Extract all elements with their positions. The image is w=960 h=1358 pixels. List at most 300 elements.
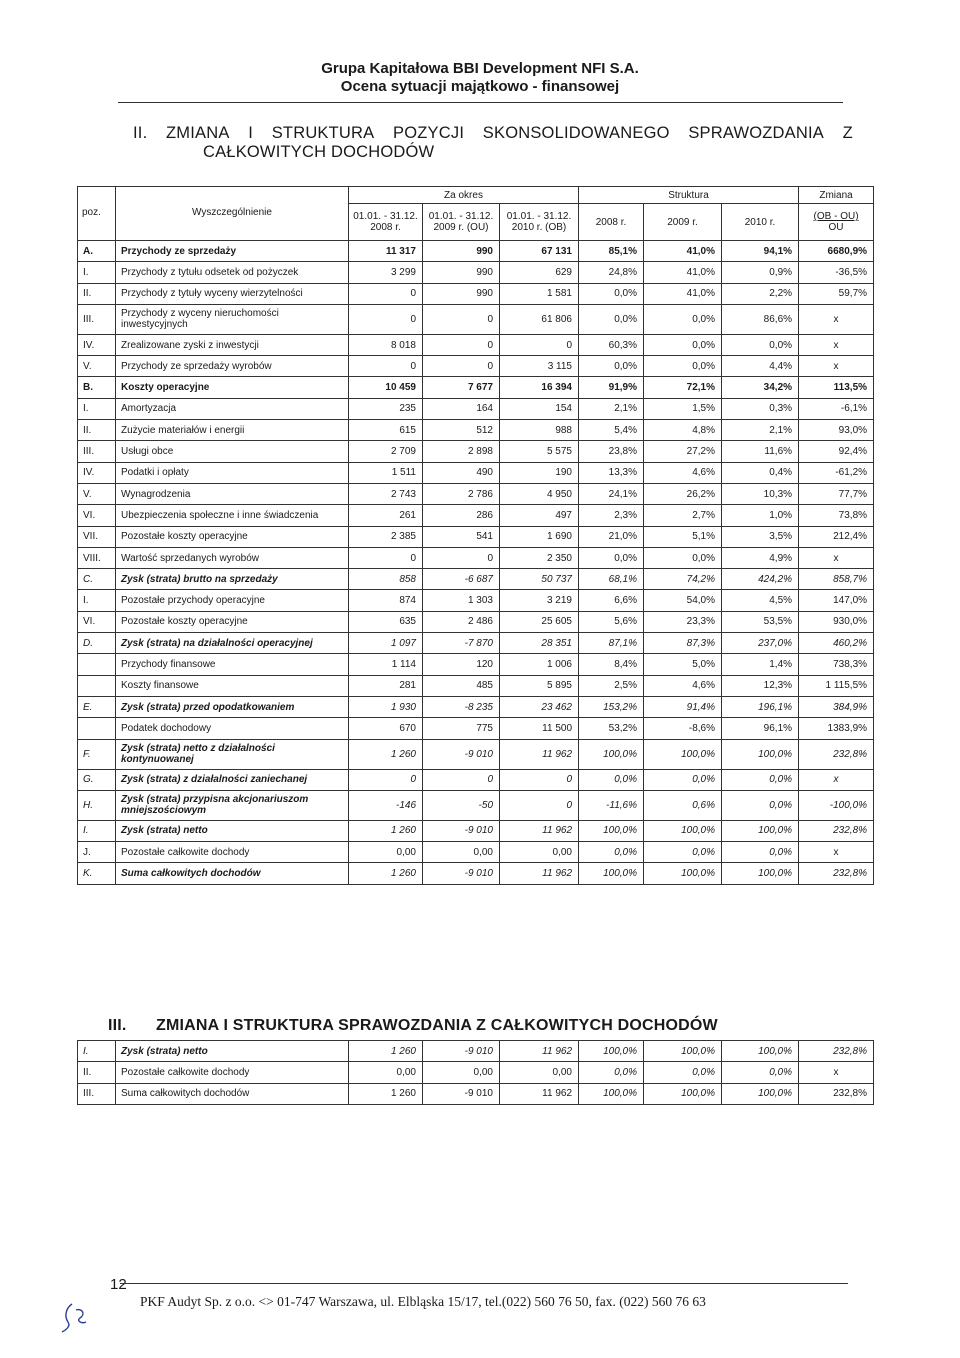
row-position: C. bbox=[78, 569, 116, 590]
table-row bbox=[78, 420, 874, 441]
period-year: 2009 r. (OU) bbox=[433, 222, 489, 233]
handwritten-initials bbox=[58, 1300, 94, 1336]
table-row bbox=[78, 769, 874, 790]
row-position: VII. bbox=[78, 526, 116, 547]
row-value: 1 260 bbox=[349, 1041, 423, 1062]
row-value: 0,0% bbox=[722, 1062, 799, 1083]
row-value: 73,8% bbox=[799, 505, 874, 526]
row-value: 232,8% bbox=[799, 1083, 874, 1104]
row-description: Wynagrodzenia bbox=[116, 483, 349, 504]
row-value: 5,4% bbox=[579, 420, 644, 441]
row-value: 232,8% bbox=[799, 739, 874, 769]
row-value: 3 219 bbox=[500, 590, 579, 611]
row-value: 93,0% bbox=[799, 420, 874, 441]
row-value: 74,2% bbox=[644, 569, 722, 590]
row-value: 34,2% bbox=[722, 377, 799, 398]
row-value: 154 bbox=[500, 398, 579, 419]
row-value: 0,0% bbox=[579, 304, 644, 334]
row-position: H. bbox=[78, 790, 116, 820]
row-description: Pozostałe koszty operacyjne bbox=[116, 611, 349, 632]
row-position: VI. bbox=[78, 611, 116, 632]
title-word: SPRAWOZDANIA bbox=[688, 124, 824, 142]
table-row bbox=[78, 334, 874, 355]
row-value: 28 351 bbox=[500, 633, 579, 654]
row-value: 72,1% bbox=[644, 377, 722, 398]
row-value: 190 bbox=[500, 462, 579, 483]
row-value: 5 895 bbox=[500, 675, 579, 696]
row-value: 0 bbox=[349, 356, 423, 377]
footer-address: PKF Audyt Sp. z o.o. <> 01-747 Warszawa, ul. Elbląska 15/17, tel.(022) 560 76 50, fax. (022) 560 76 63 bbox=[140, 1294, 706, 1309]
row-value: 87,1% bbox=[579, 633, 644, 654]
row-description: Przychody ze sprzedaży bbox=[116, 241, 349, 262]
period-year: 2008 r. bbox=[370, 222, 401, 233]
row-position bbox=[78, 718, 116, 739]
row-position: A. bbox=[78, 241, 116, 262]
row-value: 100,0% bbox=[579, 820, 644, 841]
row-value: 0,0% bbox=[722, 769, 799, 790]
table-row bbox=[78, 241, 874, 262]
row-value: 7 677 bbox=[423, 377, 500, 398]
row-value: 232,8% bbox=[799, 1041, 874, 1062]
row-value: 92,4% bbox=[799, 441, 874, 462]
row-value: 1383,9% bbox=[799, 718, 874, 739]
row-value: 1 260 bbox=[349, 739, 423, 769]
col-header-2009 bbox=[423, 204, 500, 241]
row-description: Zużycie materiałów i energii bbox=[116, 420, 349, 441]
row-value: 490 bbox=[423, 462, 500, 483]
row-value: 77,7% bbox=[799, 483, 874, 504]
row-position: I. bbox=[78, 1041, 116, 1062]
row-position: II. bbox=[78, 1062, 116, 1083]
table-row bbox=[78, 1041, 874, 1062]
row-value: -100,0% bbox=[799, 790, 874, 820]
col-header-poz: poz. bbox=[78, 187, 116, 241]
row-value: 0,0% bbox=[644, 1062, 722, 1083]
row-value: 2,7% bbox=[644, 505, 722, 526]
row-value: 100,0% bbox=[644, 1083, 722, 1104]
section-title-text: ZMIANA I STRUKTURA SPRAWOZDANIA Z CAŁKOWITYCH DOCHODÓW bbox=[156, 1017, 718, 1034]
row-value: 153,2% bbox=[579, 696, 644, 717]
row-position: E. bbox=[78, 696, 116, 717]
section-title-2-line2: CAŁKOWITYCH DOCHODÓW bbox=[203, 143, 435, 161]
row-value: 930,0% bbox=[799, 611, 874, 632]
row-position: I. bbox=[78, 820, 116, 841]
row-value: 629 bbox=[500, 262, 579, 283]
section-number: III. bbox=[108, 1017, 127, 1034]
row-value: 4 950 bbox=[500, 483, 579, 504]
row-value: 5,6% bbox=[579, 611, 644, 632]
row-value: 94,1% bbox=[722, 241, 799, 262]
row-description: Przychody z wyceny nieruchomości inwestycyjnych bbox=[116, 304, 349, 334]
row-value: 2 709 bbox=[349, 441, 423, 462]
row-value: 0 bbox=[500, 334, 579, 355]
row-value: 59,7% bbox=[799, 283, 874, 304]
row-value: 4,4% bbox=[722, 356, 799, 377]
row-value: 0 bbox=[500, 769, 579, 790]
row-description: Amortyzacja bbox=[116, 398, 349, 419]
row-value: 615 bbox=[349, 420, 423, 441]
row-value: 235 bbox=[349, 398, 423, 419]
row-value: 738,3% bbox=[799, 654, 874, 675]
table-row bbox=[78, 675, 874, 696]
row-value: 100,0% bbox=[722, 1083, 799, 1104]
table-row bbox=[78, 590, 874, 611]
row-value: 0,0% bbox=[722, 790, 799, 820]
table-row bbox=[78, 1062, 874, 1083]
row-position: I. bbox=[78, 398, 116, 419]
col-header-struct-2010: 2010 r. bbox=[722, 204, 799, 241]
row-value: 541 bbox=[423, 526, 500, 547]
row-value: 11 317 bbox=[349, 241, 423, 262]
row-value: -9 010 bbox=[423, 739, 500, 769]
title-word: POZYCJI bbox=[393, 124, 465, 142]
row-value: 0,9% bbox=[722, 262, 799, 283]
row-value: -36,5% bbox=[799, 262, 874, 283]
row-value: 2,1% bbox=[722, 420, 799, 441]
section-title-3 bbox=[108, 1016, 718, 1035]
row-position: II. bbox=[78, 420, 116, 441]
row-value: 512 bbox=[423, 420, 500, 441]
row-description: Zysk (strata) na działalności operacyjnej bbox=[116, 633, 349, 654]
row-value: 68,1% bbox=[579, 569, 644, 590]
row-value: 113,5% bbox=[799, 377, 874, 398]
row-value: -146 bbox=[349, 790, 423, 820]
row-value: 0,0% bbox=[579, 1062, 644, 1083]
row-value: 100,0% bbox=[722, 863, 799, 884]
row-value: 0,0% bbox=[579, 769, 644, 790]
table-row bbox=[78, 633, 874, 654]
row-value: 0,00 bbox=[500, 842, 579, 863]
col-header-change: Zmiana bbox=[799, 187, 874, 204]
header-subtitle: Ocena sytuacji majątkowo - finansowej bbox=[340, 78, 620, 95]
row-description: Pozostałe całkowite dochody bbox=[116, 842, 349, 863]
table-row bbox=[78, 377, 874, 398]
row-value: 237,0% bbox=[722, 633, 799, 654]
row-value: 100,0% bbox=[579, 1083, 644, 1104]
row-description: Zysk (strata) przypisna akcjonariuszom mniejszościowym bbox=[116, 790, 349, 820]
row-value: 91,9% bbox=[579, 377, 644, 398]
row-value: 0,0% bbox=[644, 547, 722, 568]
col-header-2008 bbox=[349, 204, 423, 241]
row-value: 0 bbox=[423, 769, 500, 790]
row-position: J. bbox=[78, 842, 116, 863]
row-value: 24,8% bbox=[579, 262, 644, 283]
row-value: -11,6% bbox=[579, 790, 644, 820]
col-header-struct-2009: 2009 r. bbox=[644, 204, 722, 241]
row-value: 100,0% bbox=[579, 739, 644, 769]
row-value: 2 743 bbox=[349, 483, 423, 504]
row-value: 1 930 bbox=[349, 696, 423, 717]
row-value: 2,2% bbox=[722, 283, 799, 304]
row-value: 61 806 bbox=[500, 304, 579, 334]
row-value: x bbox=[799, 356, 874, 377]
row-value: 1 511 bbox=[349, 462, 423, 483]
table-row bbox=[78, 569, 874, 590]
row-description: Podatek dochodowy bbox=[116, 718, 349, 739]
row-position: D. bbox=[78, 633, 116, 654]
row-value: 11 962 bbox=[500, 863, 579, 884]
table-row bbox=[78, 483, 874, 504]
section-number: II. bbox=[133, 124, 148, 142]
row-description: Zysk (strata) netto bbox=[116, 820, 349, 841]
row-description: Pozostałe koszty operacyjne bbox=[116, 526, 349, 547]
row-value: 0,0% bbox=[579, 356, 644, 377]
row-description: Koszty operacyjne bbox=[116, 377, 349, 398]
row-description: Suma całkowitych dochodów bbox=[116, 863, 349, 884]
row-value: 0,00 bbox=[423, 842, 500, 863]
row-value: 384,9% bbox=[799, 696, 874, 717]
period-year: 2010 r. (OB) bbox=[511, 222, 567, 233]
page-number: 12 bbox=[110, 1276, 127, 1293]
row-value: 50 737 bbox=[500, 569, 579, 590]
col-header-change-formula bbox=[799, 204, 874, 241]
row-value: 23,3% bbox=[644, 611, 722, 632]
table-row bbox=[78, 304, 874, 334]
row-value: 0,6% bbox=[644, 790, 722, 820]
row-description: Zysk (strata) przed opodatkowaniem bbox=[116, 696, 349, 717]
row-value: 0,4% bbox=[722, 462, 799, 483]
row-description: Zrealizowane zyski z inwestycji bbox=[116, 334, 349, 355]
row-value: 60,3% bbox=[579, 334, 644, 355]
row-value: 1 006 bbox=[500, 654, 579, 675]
row-value: 25 605 bbox=[500, 611, 579, 632]
row-value: 261 bbox=[349, 505, 423, 526]
row-description: Suma całkowitych dochodów bbox=[116, 1083, 349, 1104]
row-value: 91,4% bbox=[644, 696, 722, 717]
row-value: 460,2% bbox=[799, 633, 874, 654]
row-value: 10 459 bbox=[349, 377, 423, 398]
row-value: 0,0% bbox=[644, 304, 722, 334]
row-value: 24,1% bbox=[579, 483, 644, 504]
row-value: 990 bbox=[423, 241, 500, 262]
title-word: STRUKTURA bbox=[271, 124, 375, 142]
row-position: III. bbox=[78, 441, 116, 462]
row-description: Koszty finansowe bbox=[116, 675, 349, 696]
row-value: 0 bbox=[349, 304, 423, 334]
row-value: -8,6% bbox=[644, 718, 722, 739]
row-description: Pozostałe całkowite dochody bbox=[116, 1062, 349, 1083]
row-description: Zysk (strata) netto bbox=[116, 1041, 349, 1062]
row-description: Zysk (strata) z działalności zaniechanej bbox=[116, 769, 349, 790]
row-value: 1 581 bbox=[500, 283, 579, 304]
period-range: 01.01. - 31.12. bbox=[353, 211, 418, 222]
row-value: 11 500 bbox=[500, 718, 579, 739]
row-value: 6,6% bbox=[579, 590, 644, 611]
header-company: Grupa Kapitałowa BBI Development NFI S.A. bbox=[321, 60, 639, 77]
row-value: 0 bbox=[423, 356, 500, 377]
row-value: 1 260 bbox=[349, 1083, 423, 1104]
change-denominator: OU bbox=[828, 222, 844, 233]
row-value: 1 303 bbox=[423, 590, 500, 611]
row-value: 1,5% bbox=[644, 398, 722, 419]
row-value: 670 bbox=[349, 718, 423, 739]
row-value: 41,0% bbox=[644, 262, 722, 283]
table-row bbox=[78, 526, 874, 547]
row-value: 0,00 bbox=[423, 1062, 500, 1083]
row-value: 0,0% bbox=[644, 842, 722, 863]
comprehensive-income-table bbox=[77, 1040, 874, 1105]
table-row bbox=[78, 820, 874, 841]
row-value: 0 bbox=[349, 283, 423, 304]
row-value: x bbox=[799, 334, 874, 355]
row-value: x bbox=[799, 304, 874, 334]
row-value: 424,2% bbox=[722, 569, 799, 590]
table-row bbox=[78, 441, 874, 462]
row-value: 1,4% bbox=[722, 654, 799, 675]
row-value: 2,1% bbox=[579, 398, 644, 419]
row-description: Przychody ze sprzedaży wyrobów bbox=[116, 356, 349, 377]
table-row bbox=[78, 262, 874, 283]
row-value: 232,8% bbox=[799, 863, 874, 884]
row-value: 1 260 bbox=[349, 820, 423, 841]
row-position: G. bbox=[78, 769, 116, 790]
row-value: 2 385 bbox=[349, 526, 423, 547]
row-value: 21,0% bbox=[579, 526, 644, 547]
row-description: Zysk (strata) netto z działalności kontynuowanej bbox=[116, 739, 349, 769]
row-value: 3 115 bbox=[500, 356, 579, 377]
table-row bbox=[78, 505, 874, 526]
row-description: Zysk (strata) brutto na sprzedaży bbox=[116, 569, 349, 590]
row-value: 1 260 bbox=[349, 863, 423, 884]
row-position bbox=[78, 654, 116, 675]
title-word: I bbox=[248, 124, 254, 142]
row-position: VIII. bbox=[78, 547, 116, 568]
income-statement-table bbox=[77, 186, 874, 885]
row-value: 11 962 bbox=[500, 739, 579, 769]
title-word: Z bbox=[842, 124, 853, 142]
row-description: Przychody finansowe bbox=[116, 654, 349, 675]
header-row-top bbox=[78, 187, 874, 204]
row-value: 988 bbox=[500, 420, 579, 441]
row-value: 10,3% bbox=[722, 483, 799, 504]
row-value: 858,7% bbox=[799, 569, 874, 590]
row-position: IV. bbox=[78, 462, 116, 483]
row-value: 2 350 bbox=[500, 547, 579, 568]
row-value: -9 010 bbox=[423, 820, 500, 841]
row-value: 53,5% bbox=[722, 611, 799, 632]
row-position: VI. bbox=[78, 505, 116, 526]
table-row bbox=[78, 356, 874, 377]
row-value: x bbox=[799, 842, 874, 863]
row-value: 4,5% bbox=[722, 590, 799, 611]
table-row bbox=[78, 739, 874, 769]
row-description: Przychody z tytuły wyceny wierzytelności bbox=[116, 283, 349, 304]
row-value: 2,5% bbox=[579, 675, 644, 696]
row-position: I. bbox=[78, 590, 116, 611]
row-value: 120 bbox=[423, 654, 500, 675]
period-range: 01.01. - 31.12. bbox=[506, 211, 572, 222]
row-value: 0,0% bbox=[579, 283, 644, 304]
table-row bbox=[78, 718, 874, 739]
row-value: 232,8% bbox=[799, 820, 874, 841]
table-row bbox=[78, 654, 874, 675]
row-value: 100,0% bbox=[644, 863, 722, 884]
row-value: 4,9% bbox=[722, 547, 799, 568]
row-value: 41,0% bbox=[644, 241, 722, 262]
table-row bbox=[78, 696, 874, 717]
row-value: -6,1% bbox=[799, 398, 874, 419]
row-value: 87,3% bbox=[644, 633, 722, 654]
table-row bbox=[78, 1083, 874, 1104]
comprehensive-income-body bbox=[78, 1041, 874, 1105]
row-description: Pozostałe przychody operacyjne bbox=[116, 590, 349, 611]
row-value: 6680,9% bbox=[799, 241, 874, 262]
row-value: 1 690 bbox=[500, 526, 579, 547]
table-row bbox=[78, 547, 874, 568]
header-divider bbox=[118, 102, 843, 103]
row-value: 212,4% bbox=[799, 526, 874, 547]
row-value: 5,1% bbox=[644, 526, 722, 547]
row-value: 3,5% bbox=[722, 526, 799, 547]
row-value: 5 575 bbox=[500, 441, 579, 462]
row-value: -50 bbox=[423, 790, 500, 820]
row-value: 0,0% bbox=[722, 334, 799, 355]
row-position: V. bbox=[78, 483, 116, 504]
row-value: 0,00 bbox=[349, 842, 423, 863]
row-value: 100,0% bbox=[722, 1041, 799, 1062]
row-value: 11 962 bbox=[500, 1083, 579, 1104]
row-value: 0,0% bbox=[644, 769, 722, 790]
income-statement-body bbox=[78, 241, 874, 885]
row-value: 0,3% bbox=[722, 398, 799, 419]
table-row bbox=[78, 283, 874, 304]
table-row bbox=[78, 462, 874, 483]
row-value: 13,3% bbox=[579, 462, 644, 483]
row-position: I. bbox=[78, 262, 116, 283]
row-value: -61,2% bbox=[799, 462, 874, 483]
row-value: 990 bbox=[423, 262, 500, 283]
col-header-desc: Wyszczególnienie bbox=[116, 187, 349, 241]
row-value: 0,0% bbox=[579, 547, 644, 568]
row-value: 1 115,5% bbox=[799, 675, 874, 696]
row-value: -9 010 bbox=[423, 1083, 500, 1104]
row-value: 100,0% bbox=[644, 820, 722, 841]
row-value: 12,3% bbox=[722, 675, 799, 696]
row-value: 0,0% bbox=[644, 334, 722, 355]
row-value: 0 bbox=[423, 334, 500, 355]
row-position: F. bbox=[78, 739, 116, 769]
row-position: K. bbox=[78, 863, 116, 884]
row-value: 164 bbox=[423, 398, 500, 419]
section-title-2 bbox=[133, 124, 853, 162]
row-value: 0 bbox=[349, 769, 423, 790]
row-value: 100,0% bbox=[722, 820, 799, 841]
row-value: 4,6% bbox=[644, 675, 722, 696]
row-value: 100,0% bbox=[722, 739, 799, 769]
row-value: 497 bbox=[500, 505, 579, 526]
row-value: 86,6% bbox=[722, 304, 799, 334]
row-value: 858 bbox=[349, 569, 423, 590]
row-value: 26,2% bbox=[644, 483, 722, 504]
row-value: 54,0% bbox=[644, 590, 722, 611]
row-description: Wartość sprzedanych wyrobów bbox=[116, 547, 349, 568]
title-word: ZMIANA bbox=[166, 124, 230, 142]
row-value: 0,00 bbox=[500, 1062, 579, 1083]
row-position bbox=[78, 675, 116, 696]
row-value: 2 898 bbox=[423, 441, 500, 462]
table-row bbox=[78, 398, 874, 419]
footer-divider bbox=[120, 1283, 848, 1284]
row-value: 11,6% bbox=[722, 441, 799, 462]
row-value: 85,1% bbox=[579, 241, 644, 262]
col-header-2010 bbox=[500, 204, 579, 241]
col-header-structure: Struktura bbox=[579, 187, 799, 204]
row-value: 23,8% bbox=[579, 441, 644, 462]
row-value: 53,2% bbox=[579, 718, 644, 739]
report-header bbox=[0, 60, 960, 96]
row-value: 16 394 bbox=[500, 377, 579, 398]
row-position: B. bbox=[78, 377, 116, 398]
